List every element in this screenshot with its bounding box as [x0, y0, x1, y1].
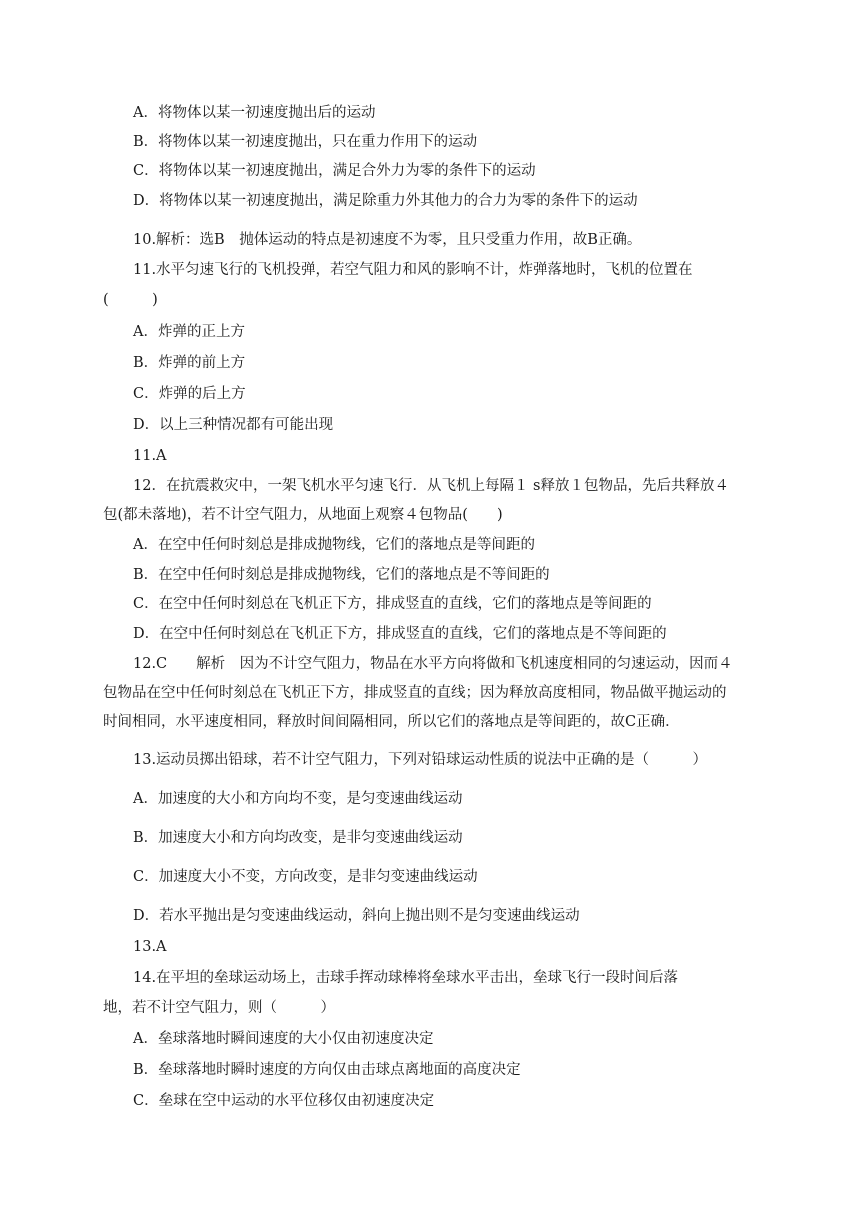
q13-option-b: B．加速度大小和方向均改变，是非匀变速曲线运动 — [133, 830, 463, 846]
q12-option-d: D．在空中任何时刻总在飞机正下方，排成竖直的直线，它们的落地点是不等间距的 — [133, 626, 667, 642]
q11-option-a: A．炸弹的正上方 — [133, 324, 245, 340]
q10-option-c: C．将物体以某一初速度抛出，满足合外力为零的条件下的运动 — [133, 163, 536, 179]
q13-option-c: C．加速度大小不变，方向改变，是非匀变速曲线运动 — [133, 869, 478, 885]
q13-stem: 13.运动员掷出铅球，若不计空气阻力，下列对铅球运动性质的说法中正确的是（ ） — [133, 752, 708, 768]
q12-answer-line2: 包物品在空中任何时刻总在飞机正下方，排成竖直的直线；因为释放高度相同，物品做平抛运动的 — [103, 685, 727, 701]
q12-stem-line2: 包(都未落地)，若不计空气阻力，从地面上观察４包物品( ) — [103, 507, 503, 523]
q11-option-c: C．炸弹的后上方 — [133, 386, 246, 402]
q12-option-b: B．在空中任何时刻总是排成抛物线，它们的落地点是不等间距的 — [133, 567, 550, 583]
q14-option-a: A．垒球落地时瞬间速度的大小仅由初速度决定 — [133, 1031, 434, 1047]
q11-option-d: D．以上三种情况都有可能出现 — [133, 417, 334, 433]
q13-answer: 13.A — [133, 939, 167, 955]
q12-stem-line1: 12．在抗震救灾中，一架飞机水平匀速飞行．从飞机上每隔１ s释放１包物品，先后共释放４ — [133, 478, 729, 494]
q10-option-a: A．将物体以某一初速度抛出后的运动 — [133, 105, 376, 121]
q10-option-b: B．将物体以某一初速度抛出，只在重力作用下的运动 — [133, 134, 478, 150]
q13-option-d: D．若水平抛出是匀变速曲线运动，斜向上抛出则不是匀变速曲线运动 — [133, 908, 580, 924]
q10-option-d: D．将物体以某一初速度抛出，满足除重力外其他力的合力为零的条件下的运动 — [133, 193, 638, 209]
q11-option-b: B．炸弹的前上方 — [133, 355, 246, 371]
q12-answer-line1: 12.C 解析 因为不计空气阻力，物品在水平方向将做和飞机速度相同的匀速运动，因而４ — [133, 656, 733, 672]
q11-answer: 11.A — [133, 448, 167, 464]
q14-stem-line1: 14.在平坦的垒球运动场上，击球手挥动球棒将垒球水平击出，垒球飞行一段时间后落 — [133, 970, 679, 986]
q12-answer-line3: 时间相同，水平速度相同，释放时间间隔相同，所以它们的落地点是等间距的，故C正确． — [103, 714, 680, 730]
q12-option-a: A．在空中任何时刻总是排成抛物线，它们的落地点是等间距的 — [133, 537, 535, 553]
q11-stem-line1: 11.水平匀速飞行的飞机投弹，若空气阻力和风的影响不计，炸弹落地时，飞机的位置在 — [133, 262, 693, 278]
q13-option-a: A．加速度的大小和方向均不变，是匀变速曲线运动 — [133, 791, 463, 807]
q14-stem-line2: 地，若不计空气阻力，则（ ） — [103, 1000, 335, 1016]
q11-stem-line2: ( ) — [103, 292, 158, 308]
q12-option-c: C．在空中任何时刻总在飞机正下方，排成竖直的直线，它们的落地点是等间距的 — [133, 596, 652, 612]
q14-option-c: C．垒球在空中运动的水平位移仅由初速度决定 — [133, 1093, 435, 1109]
q14-option-b: B．垒球落地时瞬时速度的方向仅由击球点离地面的高度决定 — [133, 1062, 521, 1078]
q10-answer: 10.解析：选B 抛体运动的特点是初速度不为零，且只受重力作用，故B正确。 — [133, 232, 642, 248]
